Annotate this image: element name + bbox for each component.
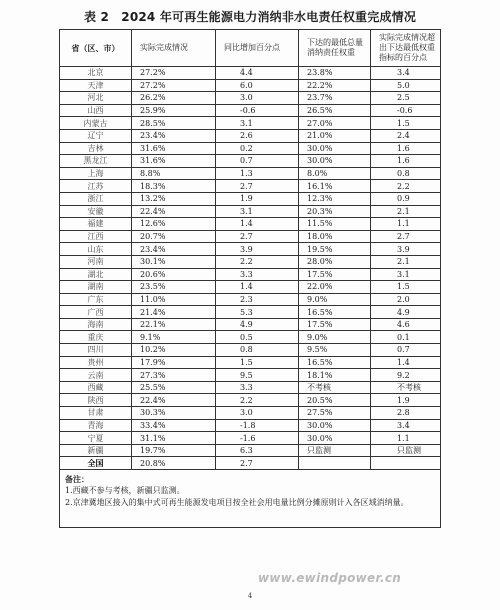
exceed-points-cell: 4.9 <box>371 306 441 319</box>
exceed-points-cell: 0.1 <box>371 331 441 344</box>
table-row <box>60 432 441 445</box>
yoy-increase-cell: -1.6 <box>216 432 299 445</box>
yoy-increase-cell: 2.7 <box>216 180 299 193</box>
table-row <box>60 117 441 130</box>
exceed-points-cell: 0.8 <box>371 167 441 180</box>
table-row <box>60 381 441 394</box>
actual-completion-cell: 12.6% <box>132 218 216 231</box>
province-cell: 陕西 <box>60 394 132 407</box>
actual-completion-cell: 25.9% <box>132 104 216 117</box>
assigned-weight-cell: 23.8% <box>299 67 371 80</box>
assigned-weight-cell: 30.0% <box>299 419 371 432</box>
exceed-points-cell: 1.9 <box>371 394 441 407</box>
yoy-increase-cell: 2.7 <box>216 457 299 470</box>
actual-completion-cell: 30.1% <box>132 255 216 268</box>
province-cell: 四川 <box>60 344 132 357</box>
table-row <box>60 281 441 294</box>
yoy-increase-cell: -0.6 <box>216 104 299 117</box>
site-watermark: www.ewindpower.cn <box>258 571 402 585</box>
actual-completion-cell: 18.3% <box>132 180 216 193</box>
table-row <box>60 180 441 193</box>
exceed-points-cell: 1.1 <box>371 218 441 231</box>
actual-completion-cell: 27.2% <box>132 79 216 92</box>
exceed-points-cell: 1.1 <box>371 432 441 445</box>
province-cell: 辽宁 <box>60 129 132 142</box>
exceed-points-cell: 3.1 <box>371 268 441 281</box>
table-row <box>60 218 441 231</box>
actual-completion-cell: 33.4% <box>132 419 216 432</box>
yoy-increase-cell: 6.3 <box>216 444 299 457</box>
table-row <box>60 155 441 168</box>
province-cell: 湖南 <box>60 281 132 294</box>
table-row <box>60 394 441 407</box>
actual-completion-cell: 31.1% <box>132 432 216 445</box>
table-row <box>60 142 441 155</box>
assigned-weight-cell: 11.5% <box>299 218 371 231</box>
actual-completion-cell: 27.3% <box>132 369 216 382</box>
exceed-points-cell: 0.9 <box>371 192 441 205</box>
actual-completion-cell: 28.5% <box>132 117 216 130</box>
table-header-row <box>60 30 441 67</box>
table-row <box>60 369 441 382</box>
yoy-increase-cell: 5.3 <box>216 306 299 319</box>
yoy-increase-cell: -1.8 <box>216 419 299 432</box>
actual-completion-cell: 19.7% <box>132 444 216 457</box>
table-title: 表 2 2024 年可再生能源电力消纳非水电责任权重完成情况 <box>83 10 417 24</box>
header-actual-completion: 实际完成情况 <box>132 30 216 67</box>
table-row <box>60 79 441 92</box>
table-row <box>60 243 441 256</box>
yoy-increase-cell: 3.1 <box>216 117 299 130</box>
province-cell: 山东 <box>60 243 132 256</box>
actual-completion-cell: 22.4% <box>132 394 216 407</box>
actual-completion-cell: 31.6% <box>132 155 216 168</box>
yoy-increase-cell: 2.2 <box>216 394 299 407</box>
yoy-increase-cell: 3.3 <box>216 268 299 281</box>
assigned-weight-cell: 16.5% <box>299 356 371 369</box>
table-row-total <box>60 457 441 470</box>
yoy-increase-cell: 0.8 <box>216 344 299 357</box>
province-cell: 新疆 <box>60 444 132 457</box>
table-row <box>60 67 441 80</box>
actual-completion-cell: 21.4% <box>132 306 216 319</box>
table-row <box>60 129 441 142</box>
exceed-points-cell: 2.5 <box>371 92 441 105</box>
yoy-increase-cell: 1.9 <box>216 192 299 205</box>
yoy-increase-cell: 2.2 <box>216 255 299 268</box>
yoy-increase-cell: 3.9 <box>216 243 299 256</box>
actual-completion-cell: 23.4% <box>132 243 216 256</box>
assigned-weight-cell: 21.0% <box>299 129 371 142</box>
actual-completion-cell: 23.5% <box>132 281 216 294</box>
exceed-points-cell: 5.0 <box>371 79 441 92</box>
province-cell: 河北 <box>60 92 132 105</box>
actual-completion-cell: 9.1% <box>132 331 216 344</box>
exceed-points-cell: 不考核 <box>371 381 441 394</box>
yoy-increase-cell: 0.7 <box>216 155 299 168</box>
actual-completion-cell: 22.4% <box>132 205 216 218</box>
exceed-points-cell: 2.1 <box>371 205 441 218</box>
exceed-points-cell: 3.4 <box>371 419 441 432</box>
exceed-points-cell: 1.5 <box>371 281 441 294</box>
yoy-increase-cell: 1.4 <box>216 218 299 231</box>
assigned-weight-cell: 19.5% <box>299 243 371 256</box>
assigned-weight-cell: 9.0% <box>299 331 371 344</box>
province-cell: 海南 <box>60 318 132 331</box>
province-cell: 广西 <box>60 306 132 319</box>
exceed-points-cell: 3.4 <box>371 67 441 80</box>
province-cell: 河南 <box>60 255 132 268</box>
exceed-points-cell: 2.0 <box>371 293 441 306</box>
assigned-weight-cell: 28.0% <box>299 255 371 268</box>
province-cell: 天津 <box>60 79 132 92</box>
assigned-weight-cell: 22.0% <box>299 281 371 294</box>
table-row <box>60 192 441 205</box>
assigned-weight-cell: 16.5% <box>299 306 371 319</box>
province-cell: 甘肃 <box>60 407 132 420</box>
province-cell: 安徽 <box>60 205 132 218</box>
notes-row <box>60 470 441 528</box>
assigned-weight-cell <box>299 457 371 470</box>
exceed-points-cell: 3.9 <box>371 243 441 256</box>
exceed-points-cell: 2.2 <box>371 180 441 193</box>
assigned-weight-cell: 8.0% <box>299 167 371 180</box>
exceed-points-cell <box>371 457 441 470</box>
yoy-increase-cell: 3.0 <box>216 92 299 105</box>
table-row <box>60 331 441 344</box>
province-cell: 吉林 <box>60 142 132 155</box>
province-cell: 全国 <box>60 457 132 470</box>
province-cell: 宁夏 <box>60 432 132 445</box>
notes-line-1: 1.西藏不参与考核，新疆只监测。 <box>65 486 185 495</box>
table-row <box>60 407 441 420</box>
exceed-points-cell: 2.4 <box>371 129 441 142</box>
province-cell: 北京 <box>60 67 132 80</box>
yoy-increase-cell: 2.7 <box>216 230 299 243</box>
page-number: 4 <box>247 592 253 600</box>
exceed-points-cell: -0.6 <box>371 104 441 117</box>
table-row <box>60 268 441 281</box>
actual-completion-cell: 20.8% <box>132 457 216 470</box>
exceed-points-cell: 2.7 <box>371 230 441 243</box>
assigned-weight-cell: 20.5% <box>299 394 371 407</box>
assigned-weight-cell: 18.1% <box>299 369 371 382</box>
assigned-weight-cell: 16.1% <box>299 180 371 193</box>
yoy-increase-cell: 3.1 <box>216 205 299 218</box>
assigned-weight-cell: 22.2% <box>299 79 371 92</box>
province-cell: 广东 <box>60 293 132 306</box>
assigned-weight-cell: 23.7% <box>299 92 371 105</box>
province-cell: 江苏 <box>60 180 132 193</box>
actual-completion-cell: 22.1% <box>132 318 216 331</box>
yoy-increase-cell: 0.2 <box>216 142 299 155</box>
actual-completion-cell: 23.4% <box>132 129 216 142</box>
province-cell: 青海 <box>60 419 132 432</box>
exceed-points-cell: 2.1 <box>371 255 441 268</box>
assigned-weight-cell: 30.0% <box>299 432 371 445</box>
actual-completion-cell: 8.8% <box>132 167 216 180</box>
assigned-weight-cell: 26.5% <box>299 104 371 117</box>
province-cell: 内蒙古 <box>60 117 132 130</box>
yoy-increase-cell: 1.5 <box>216 356 299 369</box>
assigned-weight-cell: 只监测 <box>299 444 371 457</box>
exceed-points-cell: 1.6 <box>371 155 441 168</box>
province-cell: 贵州 <box>60 356 132 369</box>
yoy-increase-cell: 2.3 <box>216 293 299 306</box>
table-row <box>60 356 441 369</box>
province-cell: 浙江 <box>60 192 132 205</box>
province-cell: 云南 <box>60 369 132 382</box>
assigned-weight-cell: 18.0% <box>299 230 371 243</box>
header-yoy-increase: 同比增加百分点 <box>216 30 299 67</box>
exceed-points-cell: 4.6 <box>371 318 441 331</box>
yoy-increase-cell: 1.3 <box>216 167 299 180</box>
exceed-points-cell: 1.4 <box>371 356 441 369</box>
table-row <box>60 255 441 268</box>
yoy-increase-cell: 9.5 <box>216 369 299 382</box>
table-row <box>60 419 441 432</box>
province-cell: 黑龙江 <box>60 155 132 168</box>
actual-completion-cell: 10.2% <box>132 344 216 357</box>
table-row <box>60 293 441 306</box>
exceed-points-cell: 0.7 <box>371 344 441 357</box>
assigned-weight-cell: 17.5% <box>299 268 371 281</box>
assigned-weight-cell: 不考核 <box>299 381 371 394</box>
yoy-increase-cell: 2.6 <box>216 129 299 142</box>
yoy-increase-cell: 1.4 <box>216 281 299 294</box>
yoy-increase-cell: 3.3 <box>216 381 299 394</box>
assigned-weight-cell: 27.5% <box>299 407 371 420</box>
table-row <box>60 230 441 243</box>
assigned-weight-cell: 27.0% <box>299 117 371 130</box>
notes-cell <box>60 470 441 528</box>
yoy-increase-cell: 3.0 <box>216 407 299 420</box>
exceed-points-cell: 只监测 <box>371 444 441 457</box>
actual-completion-cell: 11.0% <box>132 293 216 306</box>
actual-completion-cell: 31.6% <box>132 142 216 155</box>
exceed-points-cell: 2.8 <box>371 407 441 420</box>
table-row <box>60 318 441 331</box>
table-body <box>60 67 441 528</box>
actual-completion-cell: 25.5% <box>132 381 216 394</box>
actual-completion-cell: 20.6% <box>132 268 216 281</box>
table-row <box>60 306 441 319</box>
header-province: 省（区、市） <box>60 30 132 67</box>
actual-completion-cell: 20.7% <box>132 230 216 243</box>
actual-completion-cell: 27.2% <box>132 67 216 80</box>
table-row <box>60 205 441 218</box>
province-cell: 福建 <box>60 218 132 231</box>
province-cell: 湖北 <box>60 268 132 281</box>
exceed-points-cell: 1.6 <box>371 142 441 155</box>
yoy-increase-cell: 0.5 <box>216 331 299 344</box>
table-row <box>60 92 441 105</box>
assigned-weight-cell: 9.0% <box>299 293 371 306</box>
table-row <box>60 104 441 117</box>
assigned-weight-cell: 12.3% <box>299 192 371 205</box>
table-row <box>60 167 441 180</box>
actual-completion-cell: 13.2% <box>132 192 216 205</box>
exceed-points-cell: 9.2 <box>371 369 441 382</box>
province-cell: 江西 <box>60 230 132 243</box>
province-cell: 上海 <box>60 167 132 180</box>
assigned-weight-cell: 20.3% <box>299 205 371 218</box>
yoy-increase-cell: 4.4 <box>216 67 299 80</box>
table-row <box>60 344 441 357</box>
province-cell: 重庆 <box>60 331 132 344</box>
header-assigned-min-weight: 下达的最低总量消纳责任权重 <box>299 30 371 67</box>
notes-title: 备注： <box>65 474 89 484</box>
province-cell: 西藏 <box>60 381 132 394</box>
yoy-increase-cell: 6.0 <box>216 79 299 92</box>
province-cell: 山西 <box>60 104 132 117</box>
exceed-points-cell: 1.5 <box>371 117 441 130</box>
assigned-weight-cell: 30.0% <box>299 142 371 155</box>
notes-line-2: 2.京津冀地区接入的集中式可再生能源发电项目按全社会用电量比例分摊原则计入各区域消纳量。 <box>65 498 409 507</box>
yoy-increase-cell: 4.9 <box>216 318 299 331</box>
table-row <box>60 444 441 457</box>
assigned-weight-cell: 9.5% <box>299 344 371 357</box>
responsibility-weight-table <box>59 29 441 528</box>
actual-completion-cell: 30.3% <box>132 407 216 420</box>
assigned-weight-cell: 17.5% <box>299 318 371 331</box>
actual-completion-cell: 26.2% <box>132 92 216 105</box>
assigned-weight-cell: 30.0% <box>299 155 371 168</box>
actual-completion-cell: 17.9% <box>132 356 216 369</box>
header-exceed-points: 实际完成情况超出下达最低权重指标的百分点 <box>371 30 441 67</box>
